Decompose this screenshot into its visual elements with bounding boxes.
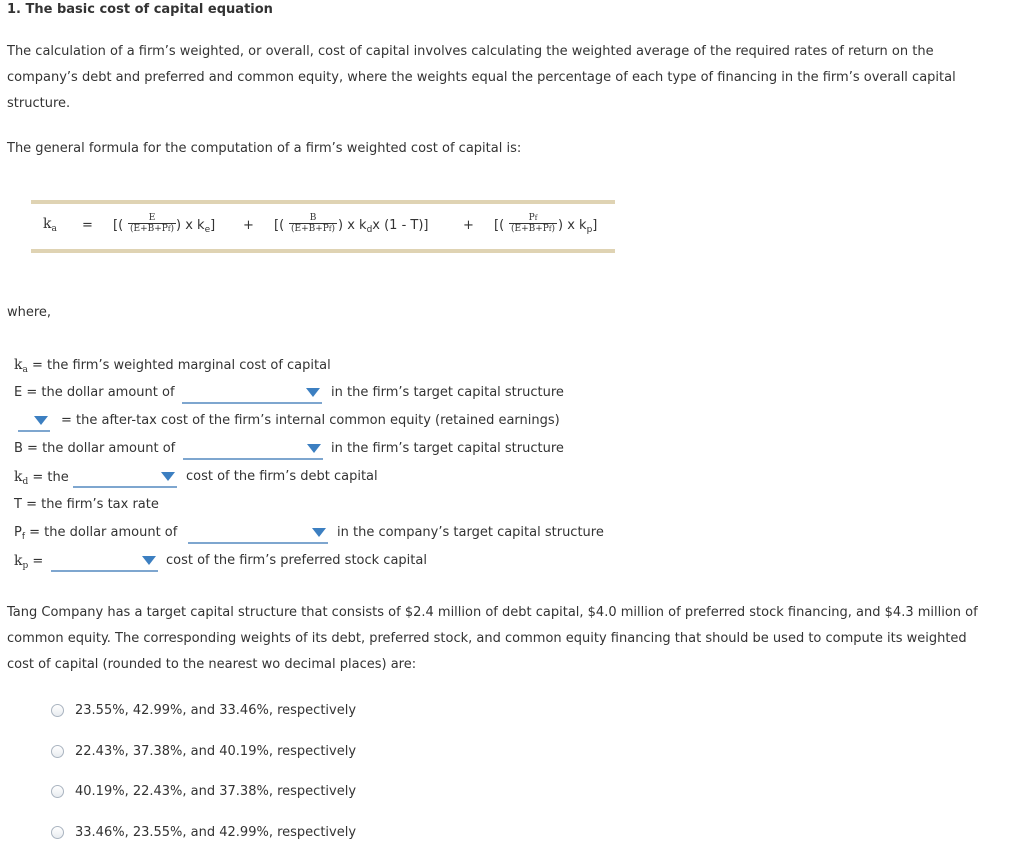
question-title: 1. The basic cost of capital equation: [7, 2, 273, 17]
option-label-3[interactable]: 40.19%, 22.43%, and 37.38%, respectively: [75, 784, 357, 799]
option-label-1[interactable]: 23.55%, 42.99%, and 33.46%, respectively: [75, 703, 357, 718]
formula-intro: The general formula for the computation of a firm’s weighted cost of capital is:: [7, 141, 522, 156]
def-pf-suffix: in the company’s target capital structure: [337, 525, 604, 540]
option-radio-1[interactable]: [51, 704, 64, 717]
def-e-suffix: in the firm’s target capital structure: [331, 385, 564, 400]
formula-bottom-bar: [31, 249, 615, 253]
plus-sign-2: +: [463, 218, 474, 233]
term3-kp: ) x $k_p$]: [558, 218, 598, 235]
def-kp-prefix: $k_p$ =: [14, 553, 44, 571]
option-label-4[interactable]: 33.46%, 23.55%, and 42.99%, respectively: [75, 825, 357, 840]
chevron-down-icon: [161, 472, 175, 481]
def-e-prefix: E = the dollar amount of: [14, 385, 175, 400]
formula-lhs: $k_a$: [43, 216, 57, 234]
option-radio-3[interactable]: [51, 785, 64, 798]
chevron-down-icon: [142, 556, 156, 565]
formula-top-bar: [31, 200, 615, 204]
where-label: where,: [7, 305, 52, 320]
chevron-down-icon: [307, 444, 321, 453]
fraction-equity: $\frac{E}{(E+B+Pf)}$: [128, 213, 176, 234]
question-paragraph: Tang Company has a target capital structure that consists of $2.4 million of debt capital, $4.0 million of preferred stock financing, and $4.3 million of common equity. The corresponding weights of its debt, preferred stock, and common equity financing that should be used to compute its weighted cost of capital (rounded to the nearest wo decimal places) are:: [7, 605, 978, 672]
intro-paragraph: The calculation of a firm’s weighted, or overall, cost of capital involves calculating the weighted average of the required rates of return on the company’s debt and preferred and common equity, where the weights equal the percentage of each type of financing in the firm’s overall capital structure.: [7, 44, 956, 111]
option-radio-2[interactable]: [51, 745, 64, 758]
kp-type-dropdown[interactable]: [51, 552, 158, 572]
plus-sign-1: +: [243, 218, 254, 233]
fraction-debt: $\frac{B}{(E+B+Pf)}$: [289, 213, 337, 234]
def-pf-prefix: $P_f$ = the dollar amount of: [14, 525, 178, 542]
option-label-2[interactable]: 22.43%, 37.38%, and 40.19%, respectively: [75, 744, 357, 759]
chevron-down-icon: [312, 528, 326, 537]
term1-ke: ) x $k_e$]: [176, 218, 216, 235]
term2-kd: ) x $k_dx$ (1 - T)]: [338, 218, 429, 235]
chevron-down-icon: [34, 416, 48, 425]
preferred-type-dropdown[interactable]: [188, 524, 328, 544]
kd-type-dropdown[interactable]: [73, 468, 177, 488]
def-kp-suffix: cost of the firm’s preferred stock capital: [166, 553, 427, 568]
debt-type-dropdown[interactable]: [183, 440, 323, 460]
formula-equals: =: [82, 218, 93, 233]
def-kd-prefix: $k_d$ = the: [14, 469, 69, 487]
chevron-down-icon: [306, 388, 320, 397]
term2-open: [(: [274, 218, 285, 233]
ke-symbol-dropdown[interactable]: [18, 412, 50, 432]
def-b-suffix: in the firm’s target capital structure: [331, 441, 564, 456]
def-kd-suffix: cost of the firm’s debt capital: [186, 469, 378, 484]
term1-open: [(: [113, 218, 124, 233]
def-ka: $k_a$ = the firm’s weighted marginal cost of capital: [14, 357, 331, 375]
option-radio-4[interactable]: [51, 826, 64, 839]
fraction-preferred: $\frac{Pf}{(E+B+Pf)}$: [509, 213, 557, 234]
def-t: T = the firm’s tax rate: [14, 497, 159, 512]
equity-type-dropdown[interactable]: [182, 384, 322, 404]
def-ke-suffix: = the after-tax cost of the firm’s internal common equity (retained earnings): [61, 413, 560, 428]
def-b-prefix: B = the dollar amount of: [14, 441, 176, 456]
term3-open: [(: [494, 218, 505, 233]
